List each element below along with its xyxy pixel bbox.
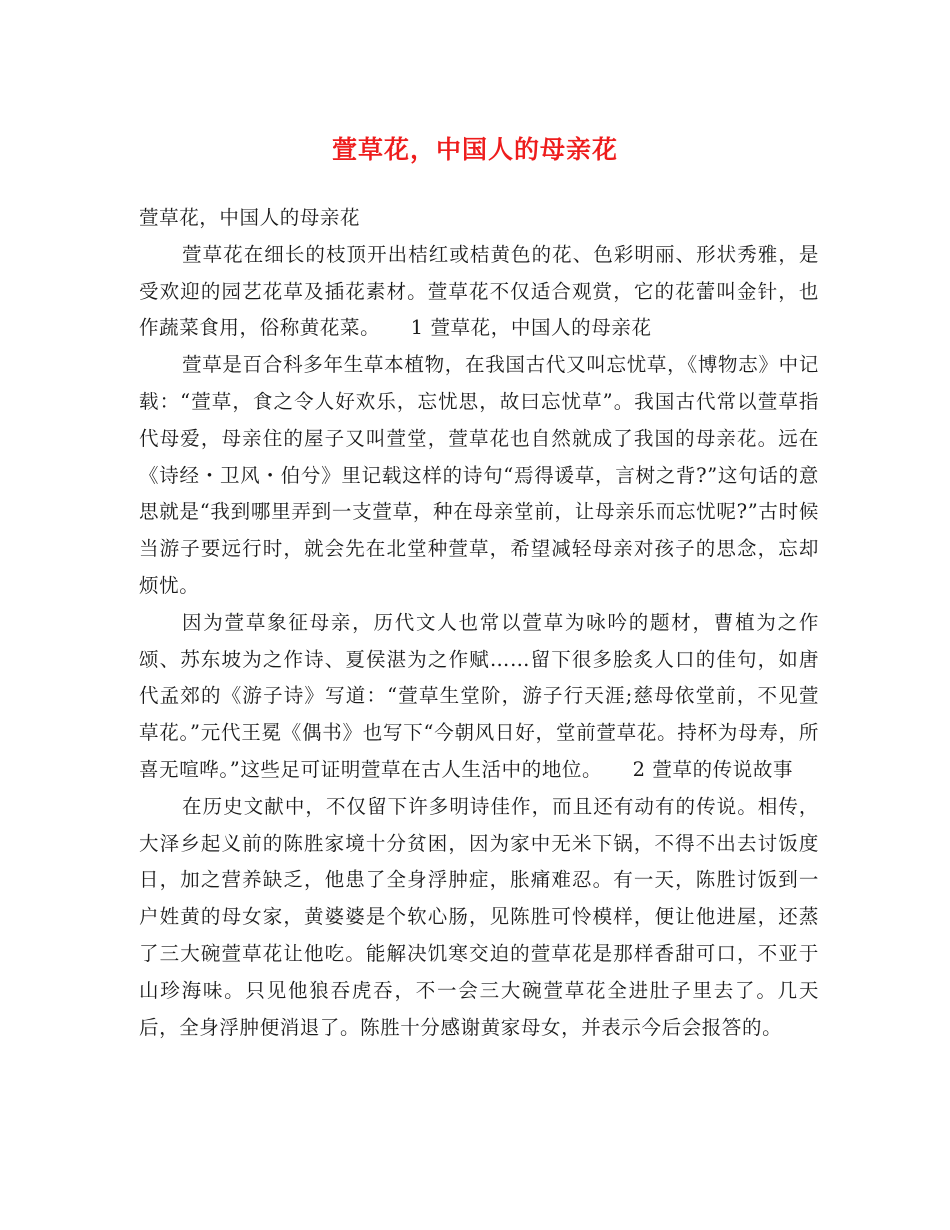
document-body [139,200,819,1046]
document-title: 萱草花，中国人的母亲花 [331,135,618,164]
subtitle-line: 萱草花，中国人的母亲花 [139,206,361,229]
paragraph-1: 萱草花在细长的枝顶开出桔红或桔黄色的花、色彩明丽、形状秀雅，是受欢迎的园艺花草及插花素材。萱草花不仅适合观赏，它的花蕾叫金针，也作蔬菜食用，俗称黄花菜。 1 萱草花，中国人的母亲花 [139,242,819,340]
paragraph-3: 因为萱草象征母亲，历代文人也常以萱草为咏吟的题材，曹植为之作颂、苏东坡为之作诗、夏侯湛为之作赋……留下很多脍炙人口的佳句，如唐代孟郊的《游子诗》写道：“萱草生堂阶，游子行天涯;慈母依堂前，不见萱草花。”元代王冕《偶书》也写下“今朝风日好，堂前萱草花。持杯为母寿，所喜无喧哗。”这些足可证明萱草在古人生活中的地位。 2 萱草的传说故事 [139,610,819,781]
paragraph-2: 萱草是百合科多年生草本植物，在我国古代又叫忘忧草，《博物志》中记载：“萱草，食之令人好欢乐，忘忧思，故曰忘忧草”。我国古代常以萱草指代母爱，母亲住的屋子又叫萱堂，萱草花也自然就成了我国的母亲花。远在《诗经・卫风・伯兮》里记载这样的诗句“焉得谖草，言树之背?”这句话的意思就是“我到哪里弄到一支萱草，种在母亲堂前，让母亲乐而忘忧呢?”古时候当游子要远行时，就会先在北堂种萱草，希望减轻母亲对孩子的思念，忘却烦忧。 [139,353,819,597]
paragraph-4: 在历史文献中，不仅留下许多明诗佳作，而且还有动有的传说。相传，大泽乡起义前的陈胜家境十分贫困，因为家中无米下锅，不得不出去讨饭度日，加之营养缺乏，他患了全身浮肿症，胀痛难忍。有一天，陈胜讨饭到一户姓黄的母女家，黄婆婆是个软心肠，见陈胜可怜模样，便让他进屋，还蒸了三大碗萱草花让他吃。能解决饥寒交迫的萱草花是那样香甜可口，不亚于山珍海味。只见他狼吞虎吞，不一会三大碗萱草花全进肚子里去了。几天后，全身浮肿便消退了。陈胜十分感谢黄家母女，并表示今后会报答的。 [139,794,819,1039]
